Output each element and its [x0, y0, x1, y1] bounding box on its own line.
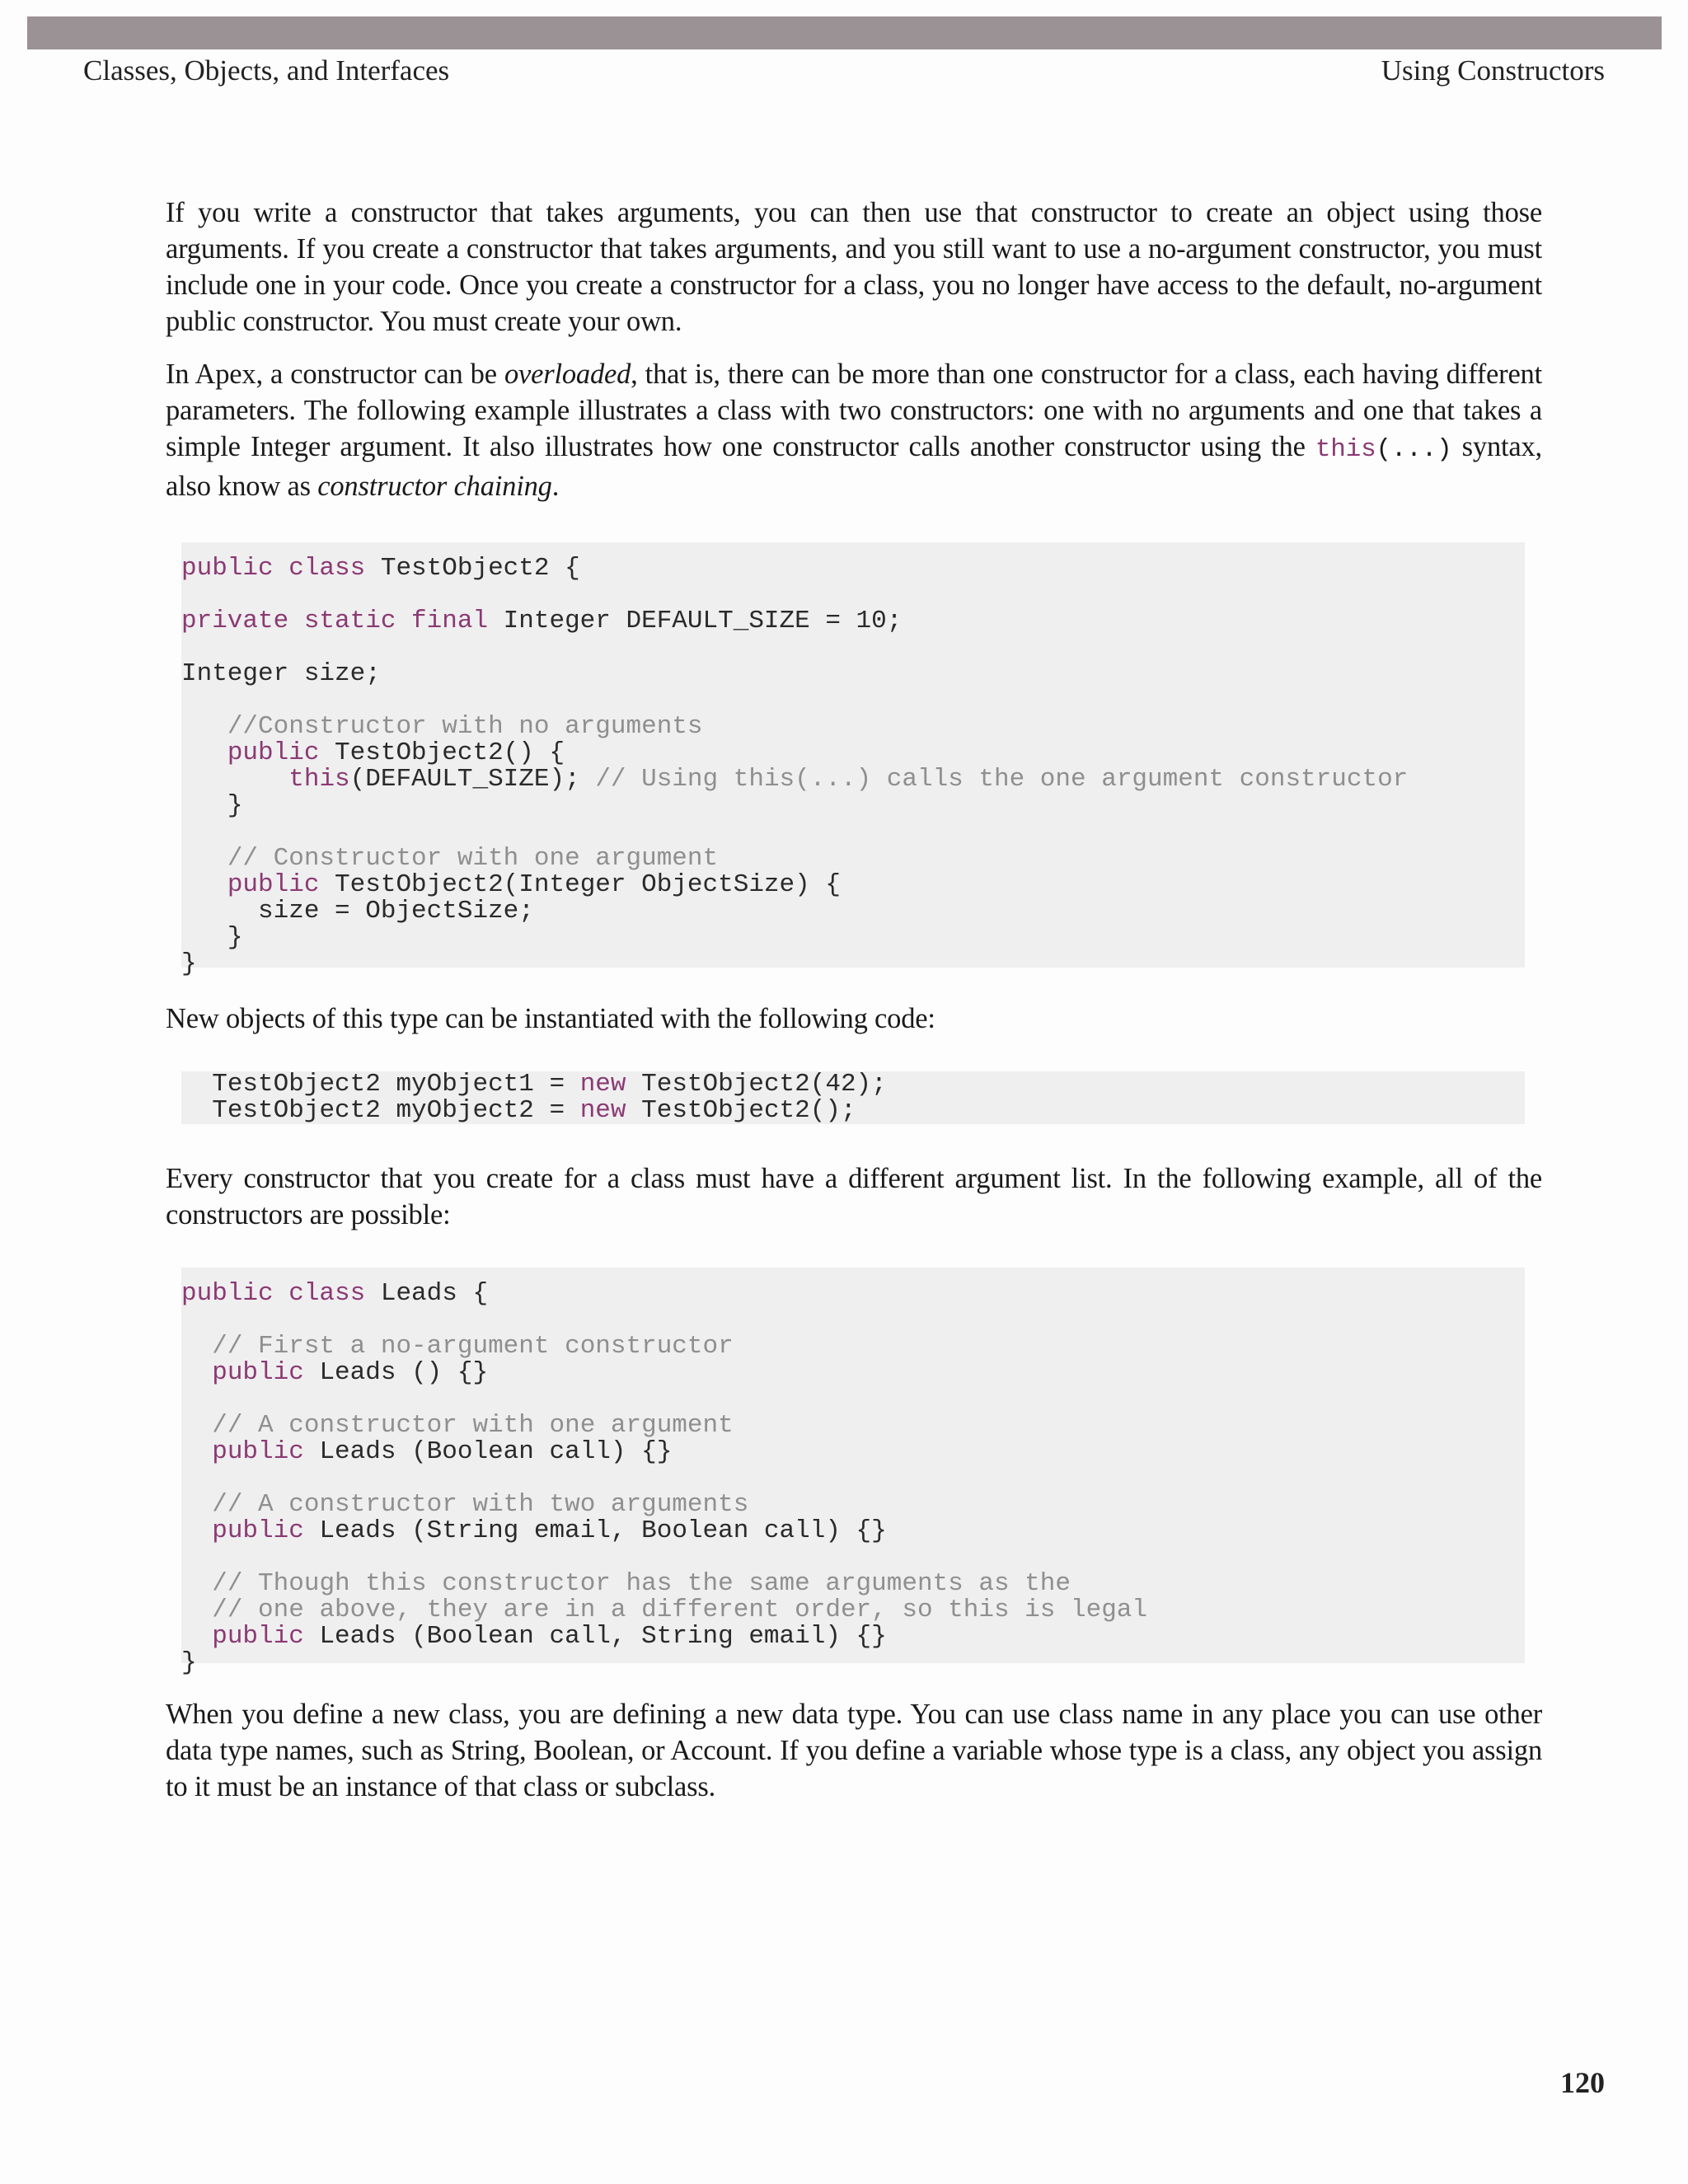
- code-line: public Leads (Boolean call) {}: [212, 1437, 673, 1466]
- code-line: }: [181, 1648, 197, 1677]
- paragraph-instantiation: New objects of this type can be instantiated with the following code:: [166, 1003, 935, 1034]
- code-block-leads: [181, 1268, 1525, 1677]
- code-line: public class TestObject2 {: [181, 554, 580, 583]
- inline-code-this: this: [1315, 435, 1376, 464]
- code-line: size = ObjectSize;: [258, 897, 534, 926]
- code-line: // Though this constructor has the same arguments as the: [212, 1569, 1071, 1598]
- code-line: // A constructor with one argument: [212, 1411, 734, 1440]
- section-title: Using Constructors: [1381, 54, 1605, 87]
- code-line: this(DEFAULT_SIZE); // Using this(...) calls the one argument constructor: [288, 765, 1409, 794]
- top-bar: [27, 16, 1662, 49]
- code-line: // one above, they are in a different order, so this is legal: [212, 1596, 1148, 1624]
- chapter-title: Classes, Objects, and Interfaces: [83, 54, 450, 87]
- paragraph-data-types: When you define a new class, you are defining a new data type. You can use class name in any place you can use other data type names, such as String, Boolean, or Account. If you define a variable whose type is a class, any object you assign to it must be an instance of that class or subclass.: [166, 1699, 1542, 1802]
- term-constructor-chaining: constructor chaining: [317, 471, 552, 502]
- code-line: public TestObject2(Integer ObjectSize) {: [227, 870, 841, 899]
- page-number: 120: [1560, 2066, 1605, 2099]
- term-overloaded: overloaded: [504, 359, 631, 390]
- code-line: TestObject2 myObject1 = new TestObject2(42);: [212, 1070, 887, 1099]
- code-line: public TestObject2() {: [227, 738, 565, 767]
- code-line: TestObject2 myObject2 = new TestObject2();: [212, 1096, 856, 1125]
- code-line: //Constructor with no arguments: [227, 712, 703, 741]
- page-content: [166, 194, 1542, 1805]
- code-line: public class Leads {: [181, 1279, 489, 1308]
- paragraph-argument-lists: Every constructor that you create for a class must have a different argument list. In the following example, all of the constructors are possible:: [166, 1163, 1542, 1230]
- paragraph-constructor-arguments: If you write a constructor that takes arguments, you can then use that constructor to create an object using those arguments. If you create a constructor that takes arguments, and you still want to use a no-argument constructor, you must include one in your code. Once you create a constructor for a class, you no longer have access to the default, no-argument public constructor. You must create your own.: [166, 197, 1542, 337]
- code-block-testobject2: [181, 542, 1525, 978]
- code-line: public Leads (Boolean call, String email) {}: [212, 1622, 887, 1651]
- paragraph-overloading: In Apex, a constructor can be overloaded, that is, there can be more than one constructor for a class, each having different parameters. The following example illustrates a class with two constructors: one with no arguments and one that takes a simple Integer argument. It also illustrates how one constructor calls another constructor using the this(...) syntax, also know as constructor chaining.: [166, 359, 1542, 502]
- code-line: // A constructor with two arguments: [212, 1490, 749, 1519]
- code-line: private static final Integer DEFAULT_SIZE = 10;: [181, 607, 903, 635]
- code-line: // Constructor with one argument: [227, 844, 719, 873]
- code-line: public Leads () {}: [212, 1358, 489, 1387]
- code-line: }: [227, 791, 243, 820]
- code-line: Integer size;: [181, 659, 381, 688]
- code-line: }: [181, 949, 197, 978]
- code-line: }: [227, 923, 243, 952]
- inline-code-args: (...): [1376, 435, 1452, 464]
- code-line: public Leads (String email, Boolean call) {}: [212, 1516, 887, 1545]
- code-line: // First a no-argument constructor: [212, 1332, 734, 1361]
- code-block-instantiation: [181, 1071, 1525, 1124]
